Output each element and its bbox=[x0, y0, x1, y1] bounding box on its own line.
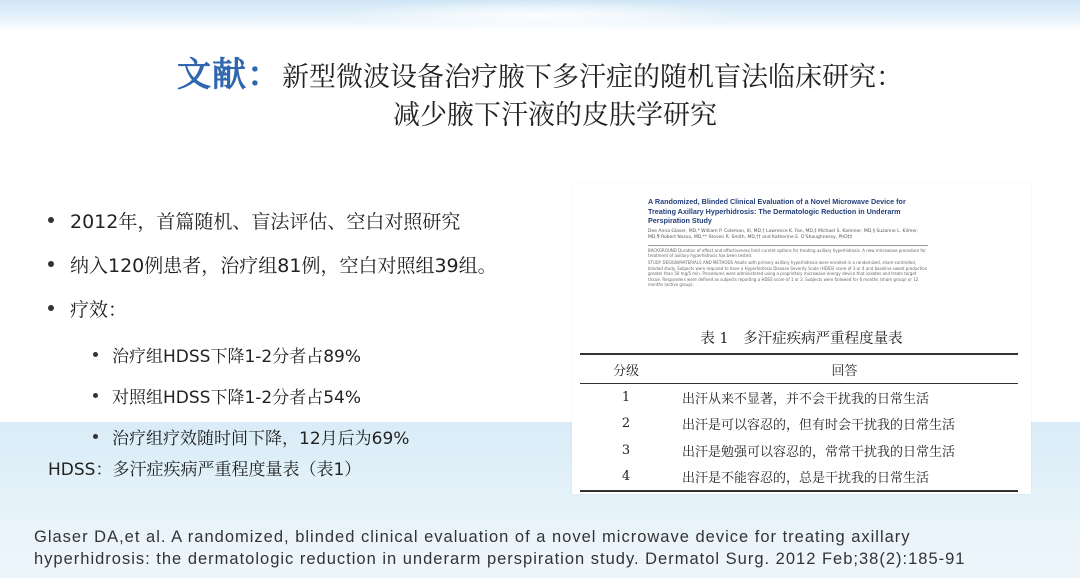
sub-bullet-dot-icon bbox=[93, 393, 98, 398]
bullet-text: 2012年，首篇随机、盲法评估、空白对照研究 bbox=[70, 210, 461, 233]
sub-bullet-item bbox=[93, 375, 588, 416]
bullet-item bbox=[48, 198, 588, 242]
bullet-dot-icon bbox=[48, 305, 54, 311]
figure-panel bbox=[572, 183, 1031, 494]
paper-title: A Randomized, Blinded Clinical Evaluation of a Novel Microwave Device for Treating Axillary Hyperhidrosis: The Dermatologic Reduction in Underarm Perspiration Study bbox=[648, 197, 906, 225]
grade-cell: 1 bbox=[621, 389, 631, 405]
table-row bbox=[580, 411, 1018, 438]
paper-excerpt bbox=[648, 197, 928, 287]
grade-cell: 2 bbox=[621, 416, 631, 432]
sub-bullet-text: 治疗组HDSS下降1-2分者占89% bbox=[112, 347, 362, 367]
sub-bullet-item bbox=[93, 334, 588, 375]
bullet-dot-icon bbox=[48, 217, 54, 223]
table-row bbox=[580, 464, 1018, 492]
answer-cell: 出汗是不能容忍的，总是干扰我的日常生活 bbox=[682, 471, 930, 487]
sub-bullet-item bbox=[93, 416, 588, 457]
bullet-list bbox=[48, 198, 588, 457]
bullet-item bbox=[48, 242, 588, 286]
bullet-text: 纳入120例患者，治疗组81例，空白对照组39组。 bbox=[70, 254, 497, 277]
grade-cell: 4 bbox=[621, 469, 631, 485]
citation-line-1: Glaser DA,et al. A randomized, blinded clinical evaluation of a novel microwave device for treating axillary bbox=[34, 528, 911, 546]
top-decor-band bbox=[0, 0, 1080, 30]
sub-bullet-text: 治疗组疗效随时间下降，12月后为69% bbox=[112, 429, 410, 449]
sub-bullet-dot-icon bbox=[93, 352, 98, 357]
answer-cell: 出汗从来不显著，并不会干扰我的日常生活 bbox=[682, 391, 930, 407]
paper-methods: STUDY DESIGN/MATERIALS AND METHODS Adults with primary axillary hyperhidrosis were enrolled in a randomized, sham-controlled, blinded study. Subjects were required to have a Hyperhidrosis Disease Severity Scale (HDSS) score of 3 or 4 and baseline sweat production greater than 50 mg/5 min. Procedures were administered using a proprietary microwave energy device that isolates and treats target tissue. Responders were defined as subjects reporting a HDSS score of 1 or 2. Subjects were followed for 6 months (sham group) or 12 months (active group). bbox=[648, 260, 928, 287]
bullet-dot-icon bbox=[48, 261, 54, 267]
citation-line-2: hyperhidrosis: the dermatologic reduction in underarm perspiration study. Dermatol Surg. 2012 Feb;38(2):185-91 bbox=[34, 550, 966, 568]
title-line-2: 减少腋下汗液的皮肤学研究 bbox=[393, 100, 717, 131]
header-answer: 回答 bbox=[831, 363, 858, 379]
hdss-table bbox=[580, 353, 1018, 492]
citation bbox=[34, 526, 1064, 570]
table-header-row bbox=[580, 354, 1018, 384]
title-line-1 bbox=[0, 56, 1080, 97]
sub-bullet-dot-icon bbox=[93, 434, 98, 439]
answer-cell: 出汗是勉强可以容忍的，常常干扰我的日常生活 bbox=[682, 444, 956, 460]
bullet-text: 疗效： bbox=[70, 298, 128, 321]
table-caption: 表 1 多汗症疾病严重程度量表 bbox=[700, 331, 903, 347]
header-grade: 分级 bbox=[612, 363, 639, 379]
answer-cell: 出汗是可以容忍的，但有时会干扰我的日常生活 bbox=[682, 418, 956, 434]
paper-authors: Dee Anna Glaser, MD,* William P. Coleman, III, MD,† Lawrence K. Fan, MD,‡ Michael S. Kaminer, MD,§ Suzanne L. Kilmer, MD,¶ Robert Nossa, MD,** Steven R. Smith, MD,†† and Katherine E. O'Shaughnessy, PhD‡‡ bbox=[648, 228, 919, 240]
sub-bullet-text: 对照组HDSS下降1-2分者占54% bbox=[112, 388, 362, 408]
hdss-note: HDSS：多汗症疾病严重程度量表（表1） bbox=[48, 460, 362, 480]
table-row bbox=[580, 437, 1018, 464]
bullet-item bbox=[48, 286, 588, 330]
title-text: 新型微波设备治疗腋下多汗症的随机盲法临床研究： bbox=[282, 62, 903, 93]
paper-divider bbox=[648, 245, 928, 246]
paper-background: BACKGROUND Duration of effect and effectiveness limit current options for treating axillary hyperhidrosis. A new microwave procedure for treatment of axillary hyperhidrosis has been tested. bbox=[648, 247, 926, 258]
grade-cell: 3 bbox=[621, 442, 631, 458]
title-prefix: 文献： bbox=[177, 55, 282, 95]
slide-title bbox=[0, 56, 1080, 135]
table-row bbox=[580, 384, 1018, 411]
